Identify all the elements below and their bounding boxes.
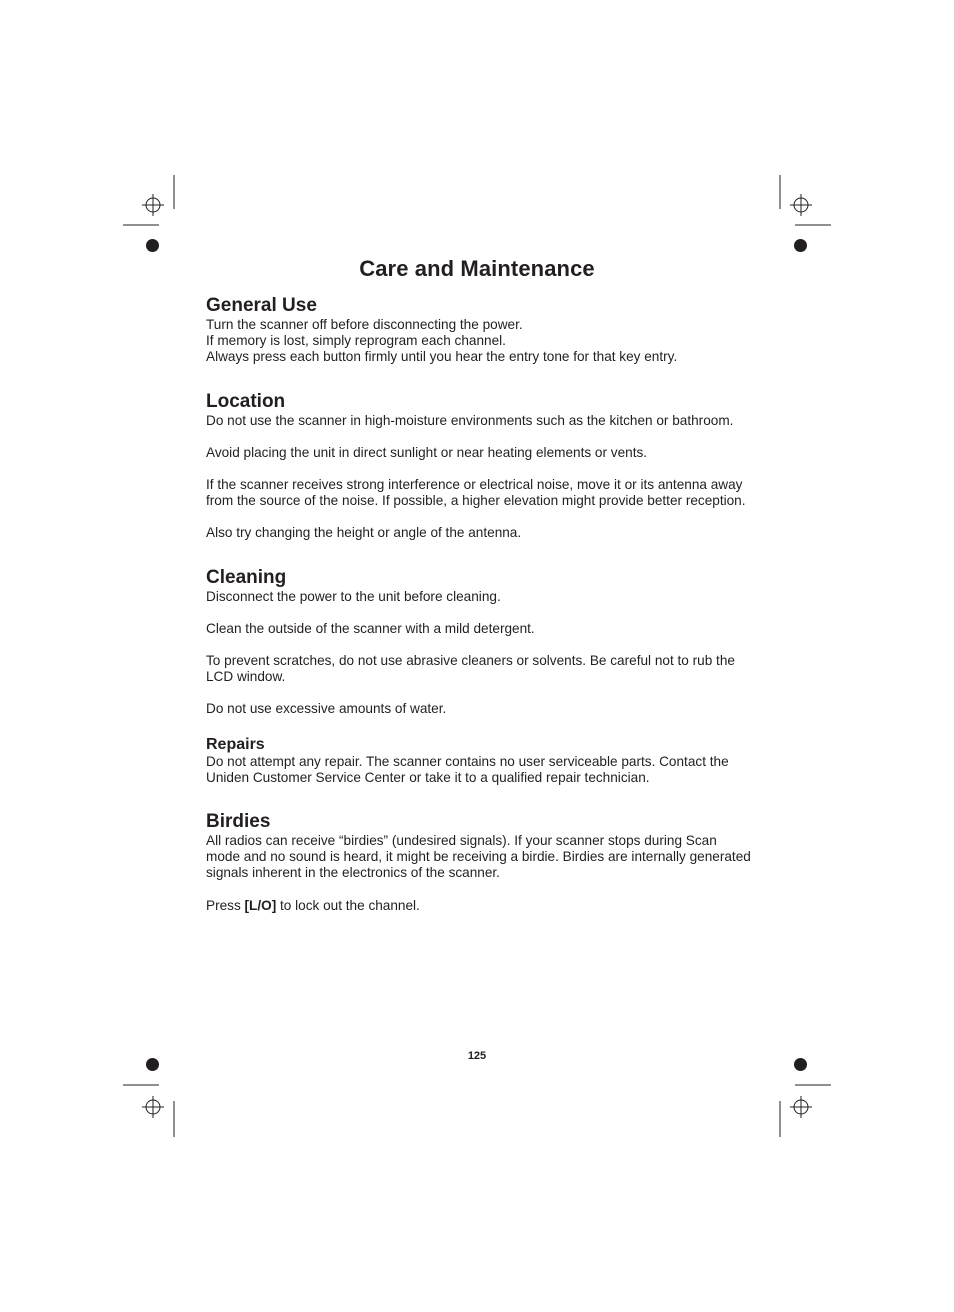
lockout-prefix: Press — [206, 897, 245, 913]
general-use-paragraph: Always press each button firmly until you hear the entry tone for that key entry. — [206, 349, 678, 365]
section-birdies — [206, 811, 751, 914]
lockout-suffix: to lock out the channel. — [276, 897, 420, 913]
general-use-heading: General Use — [206, 295, 317, 316]
registration-mark-bottom-right — [771, 1067, 831, 1137]
birdies-heading: Birdies — [206, 811, 271, 833]
section-cleaning — [206, 567, 751, 718]
registration-dot-top-left — [146, 239, 159, 252]
cleaning-heading: Cleaning — [206, 566, 287, 588]
page-number: 125 — [467, 1050, 487, 1062]
repairs-heading: Repairs — [206, 735, 265, 753]
registration-dot-top-right — [794, 239, 807, 252]
cleaning-paragraph: Disconnect the power to the unit before cleaning. — [206, 588, 501, 604]
general-use-paragraph: Turn the scanner off before disconnecting the power. — [206, 317, 523, 332]
location-paragraph: Also try changing the height or angle of the antenna. — [206, 525, 522, 541]
general-use-paragraph: If memory is lost, simply reprogram each channel. — [206, 333, 506, 349]
repairs-paragraph: Do not attempt any repair. The scanner contains no user serviceable parts. Contact the Uniden Customer Service Center or take it to a qualified repair technician. — [206, 753, 729, 785]
lockout-key-label: [L/O] — [244, 897, 277, 913]
main-content — [206, 295, 751, 914]
section-repairs — [206, 735, 751, 786]
registration-mark-bottom-left — [123, 1067, 183, 1137]
location-paragraph: Avoid placing the unit in direct sunlight or near heating elements or vents. — [206, 444, 648, 460]
location-paragraph: Do not use the scanner in high-moisture environments such as the kitchen or bathroom. — [206, 412, 734, 428]
registration-mark-top-right — [771, 175, 831, 245]
page-title: Care and Maintenance — [359, 256, 595, 281]
cleaning-paragraph: Clean the outside of the scanner with a mild detergent. — [206, 620, 535, 636]
birdies-lockout-paragraph — [206, 898, 751, 914]
cleaning-paragraph: To prevent scratches, do not use abrasive cleaners or solvents. Be careful not to rub the LCD window. — [206, 653, 735, 685]
registration-mark-top-left — [123, 175, 183, 245]
location-paragraph: If the scanner receives strong interference or electrical noise, move it or its antenna away from the source of the noise. If possible, a higher elevation might provide better reception. — [206, 477, 746, 509]
section-location — [206, 391, 751, 542]
location-heading: Location — [206, 390, 286, 412]
cleaning-paragraph: Do not use excessive amounts of water. — [206, 701, 447, 717]
section-general-use — [206, 295, 751, 366]
birdies-paragraph: All radios can receive “birdies” (undesired signals). If your scanner stops during Scan mode and no sound is heard, it might be receiving a birdie. Birdies are internally generated signals inherent in the electronics of the scanner. — [206, 833, 751, 881]
